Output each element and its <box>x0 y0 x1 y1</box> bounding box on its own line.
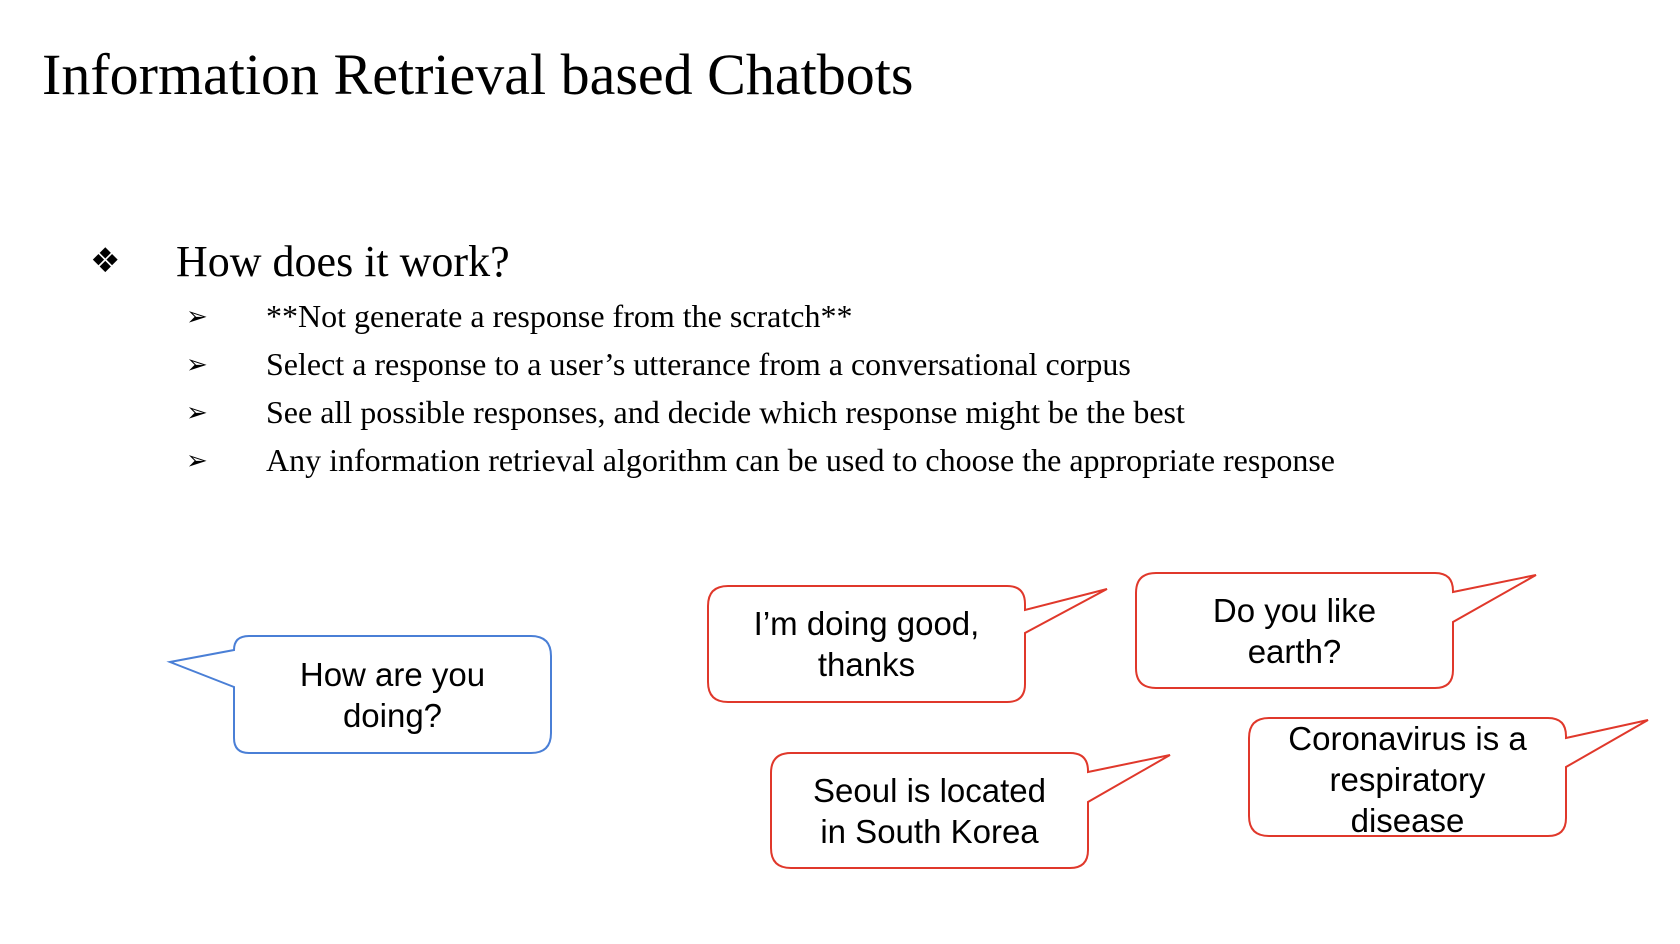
arrow-bullet-icon: ➢ <box>186 446 208 476</box>
response-bubble-text: I’m doing good, thanks <box>753 605 980 683</box>
response-bubble-text: Coronavirus is a respiratory disease <box>1288 719 1527 839</box>
sub-bullet-text: **Not generate a response from the scratch** <box>266 298 853 334</box>
main-bullet-text: How does it work? <box>176 237 510 286</box>
sub-bullet-text: Any information retrieval algorithm can be used to choose the appropriate response <box>266 442 1335 478</box>
slide-title: Information Retrieval based Chatbots <box>42 42 914 107</box>
sub-bullet-text: Select a response to a user’s utterance from a conversational corpus <box>266 346 1131 382</box>
diamond-bullet-icon: ❖ <box>90 241 121 281</box>
response-bubble-text: Seoul is located in South Korea <box>813 771 1046 850</box>
user-bubble-text: How are you doing? <box>299 655 486 734</box>
arrow-bullet-icon: ➢ <box>186 398 208 428</box>
sub-bullet-text: See all possible responses, and decide which response might be the best <box>266 394 1185 430</box>
arrow-bullet-icon: ➢ <box>186 302 208 332</box>
arrow-bullet-icon: ➢ <box>186 350 208 380</box>
response-bubble-text: Do you like earth? <box>1212 591 1377 670</box>
